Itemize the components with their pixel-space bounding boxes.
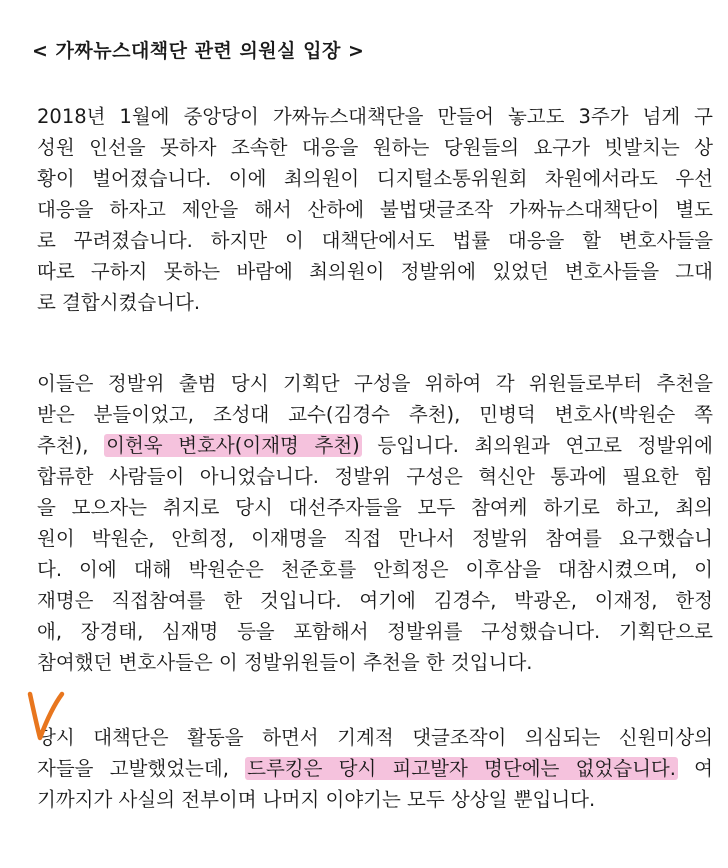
text-line: 황이 벌어졌습니다. 이에 최의원이 디지털소통위원회 차원에서라도 우선 — [37, 167, 713, 190]
text-line: 당시 대책단은 활동을 하면서 기계적 댓글조작이 의심되는 신원미상의 — [37, 726, 713, 749]
text-line: 로 꾸려졌습니다. 하지만 이 대책단에서도 법률 대응을 할 변호사들을 — [37, 229, 713, 252]
highlighted-text: 이헌욱 변호사(이재명 추천) — [106, 434, 360, 457]
text-line: 따로 구하지 못하는 바람에 최의원이 정발위에 있었던 변호사들을 그대 — [37, 260, 713, 283]
text-line: 원이 박원순, 안희정, 이재명을 직접 만나서 정발위 참여를 요구했습니 — [37, 527, 713, 550]
text-line: 을 모으자는 취지로 당시 대선주자들을 모두 참여케 하기로 하고, 최의 — [37, 496, 713, 519]
text-line: 기까지가 사실의 전부이며 나머지 이야기는 모두 상상일 뿐입니다. — [37, 788, 596, 811]
text-line: 추천), 이헌욱 변호사(이재명 추천) 등입니다. 최의원과 연고로 정발위에 — [37, 434, 713, 457]
text-line: 합류한 사람들이 아니었습니다. 정발위 구성은 혁신안 통과에 필요한 힘 — [37, 465, 713, 488]
text-line: 재명은 직접참여를 한 것입니다. 여기에 김경수, 박광온, 이재정, 한정 — [37, 589, 713, 612]
document-title: < 가짜뉴스대책단 관련 의원실 입장 > — [32, 40, 365, 62]
text-line: 대응을 하자고 제안을 해서 산하에 불법댓글조작 가짜뉴스대책단이 별도 — [37, 198, 713, 221]
text-line: 성원 인선을 못하자 조속한 대응을 원하는 당원들의 요구가 빗발치는 상 — [37, 136, 713, 159]
text-line: 받은 분들이었고, 조성대 교수(김경수 추천), 민병덕 변호사(박원순 쪽 — [37, 403, 713, 426]
text-line: 이들은 정발위 출범 당시 기획단 구성을 위하여 각 위원들로부터 추천을 — [37, 372, 713, 395]
text-line: 2018년 1월에 중앙당이 가짜뉴스대책단을 만들어 놓고도 3주가 넘게 구 — [37, 105, 713, 128]
highlighted-text: 드루킹은 당시 피고발자 명단에는 없었습니다. — [247, 757, 676, 780]
text-line: 자들을 고발했었는데, 드루킹은 당시 피고발자 명단에는 없었습니다. 여 — [37, 757, 713, 780]
text-line: 애, 장경태, 심재명 등을 포함해서 정발위를 구성했습니다. 기획단으로 — [37, 620, 713, 643]
text-line: 참여했던 변호사들은 이 정발위원들이 추천을 한 것입니다. — [37, 651, 533, 674]
text-line: 다. 이에 대해 박원순은 천준호를 안희정은 이후삼을 대참시켰으며, 이 — [37, 558, 713, 581]
check-mark-icon — [26, 688, 66, 744]
text-line: 로 결합시켰습니다. — [37, 291, 201, 314]
